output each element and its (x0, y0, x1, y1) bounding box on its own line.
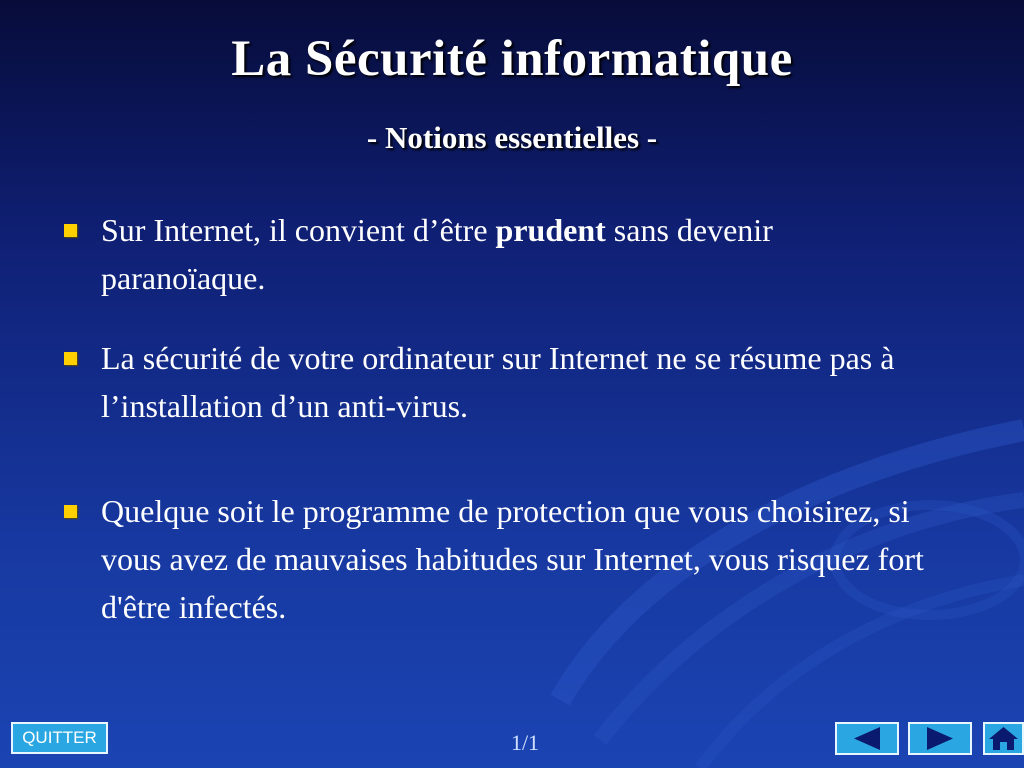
arrow-left-icon (837, 724, 897, 753)
bullet-item (64, 206, 924, 302)
bullet-text-bold: prudent (495, 212, 606, 248)
page-number: 1/1 (510, 730, 540, 755)
home-icon (985, 724, 1022, 753)
slide-subtitle: - Notions essentielles - (366, 120, 658, 155)
bullet-text: Quelque soit le programme de protection que vous choisirez, si vous avez de mauvaises habitudes sur Internet, vous risquez fort d'être infectés. (101, 493, 924, 625)
bullet-marker-icon (64, 352, 77, 365)
next-slide-button[interactable] (908, 722, 972, 755)
bullet-text: La sécurité de votre ordinateur sur Internet ne se résume pas à l’installation d’un anti-virus. (101, 340, 895, 424)
bullet-item (64, 334, 924, 430)
bullet-text-before: Sur Internet, il convient d’être (101, 212, 496, 248)
slide-title: La Sécurité informatique (231, 31, 793, 87)
bullet-item (64, 487, 924, 631)
home-button[interactable] (983, 722, 1024, 755)
bullet-marker-icon (64, 224, 77, 237)
bullet-text-after: sans devenir paranoïaque. (101, 212, 773, 296)
bullet-marker-icon (64, 505, 77, 518)
quit-button[interactable]: QUITTER (11, 722, 108, 754)
previous-slide-button[interactable] (835, 722, 899, 755)
bullet-text (101, 206, 924, 302)
arrow-right-icon (910, 724, 970, 753)
